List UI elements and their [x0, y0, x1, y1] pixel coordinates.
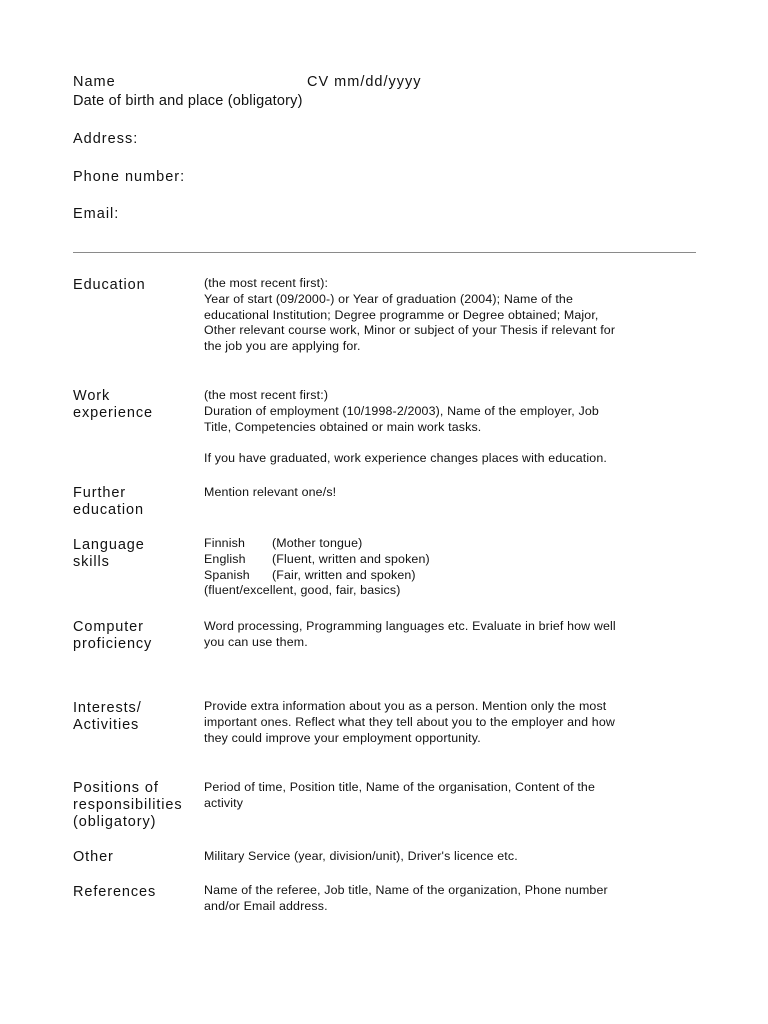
- label-line: Other: [73, 849, 114, 865]
- further-education-label: [73, 485, 201, 519]
- label-line: education: [73, 502, 144, 518]
- positions-label: [73, 780, 201, 831]
- language-level: (Fair, written and spoken): [272, 567, 416, 582]
- computer-proficiency-label: [73, 619, 201, 653]
- other-body: [204, 849, 700, 865]
- name-label: Name: [73, 74, 116, 90]
- language-name: Spanish: [204, 567, 250, 582]
- interests-label: [73, 700, 201, 734]
- language-level: (Fluent, written and spoken): [272, 551, 430, 566]
- body-line: Military Service (year, division/unit), Driver's licence etc.: [204, 849, 518, 863]
- label-line: Language: [73, 537, 145, 553]
- body-line: If you have graduated, work experience changes places with education.: [204, 451, 607, 465]
- language-row: [204, 536, 700, 552]
- label-line: Work: [73, 388, 111, 404]
- body-line: (the most recent first:): [204, 388, 329, 402]
- label-line: responsibilities: [73, 797, 183, 813]
- label-line: References: [73, 884, 157, 900]
- language-name: Finnish: [204, 536, 245, 550]
- label-line: proficiency: [73, 636, 153, 652]
- work-experience-note: [204, 451, 700, 467]
- body-line: they could improve your employment opportunity.: [204, 730, 481, 745]
- language-name: English: [204, 551, 246, 566]
- body-line: Year of start (09/2000-) or Year of graduation (2004); Name of the: [204, 291, 573, 306]
- language-skills-body: [204, 536, 700, 599]
- body-line: Name of the referee, Job title, Name of the organization, Phone number: [204, 883, 608, 897]
- body-line: activity: [204, 795, 244, 810]
- body-line: the job you are applying for.: [204, 339, 361, 354]
- references-label: [73, 884, 201, 901]
- language-row: [204, 552, 700, 568]
- language-level: (Mother tongue): [272, 536, 363, 550]
- further-education-body: [204, 485, 700, 501]
- phone-label: Phone number:: [73, 169, 186, 185]
- label-line: Interests/: [73, 700, 142, 716]
- body-line: Title, Competencies obtained or main work tasks.: [204, 419, 482, 434]
- education-body: [204, 276, 700, 355]
- label-line: Education: [73, 277, 146, 293]
- body-line: you can use them.: [204, 634, 308, 649]
- label-line: skills: [73, 554, 110, 570]
- computer-proficiency-body: [204, 619, 700, 651]
- body-line: Provide extra information about you as a person. Mention only the most: [204, 699, 607, 713]
- other-label: [73, 849, 201, 866]
- work-experience-body: [204, 388, 700, 435]
- language-scale: (fluent/excellent, good, fair, basics): [204, 583, 401, 598]
- label-line: Computer: [73, 619, 144, 635]
- positions-body: [204, 780, 700, 812]
- label-line: experience: [73, 405, 153, 421]
- education-label: [73, 277, 201, 294]
- header-divider: [73, 252, 696, 253]
- address-label: Address:: [73, 131, 139, 147]
- email-label: Email:: [73, 206, 120, 222]
- body-line: Word processing, Programming languages etc. Evaluate in brief how well: [204, 619, 616, 633]
- body-line: educational Institution; Degree programme or Degree obtained; Major,: [204, 307, 599, 322]
- references-body: [204, 883, 700, 915]
- label-line: Activities: [73, 717, 140, 733]
- label-line: Positions of: [73, 780, 159, 796]
- body-line: Duration of employment (10/1998-2/2003), Name of the employer, Job: [204, 403, 599, 418]
- interests-body: [204, 699, 700, 746]
- language-row: [204, 568, 700, 584]
- cv-date-label: CV mm/dd/yyyy: [307, 74, 422, 90]
- body-line: (the most recent first):: [204, 276, 329, 290]
- body-line: Period of time, Position title, Name of the organisation, Content of the: [204, 780, 595, 794]
- work-experience-label: [73, 388, 201, 422]
- label-line: Further: [73, 485, 127, 501]
- body-line: and/or Email address.: [204, 898, 328, 913]
- language-skills-label: [73, 537, 201, 571]
- dob-label: Date of birth and place (obligatory): [73, 93, 303, 109]
- body-line: Mention relevant one/s!: [204, 485, 337, 499]
- body-line: Other relevant course work, Minor or subject of your Thesis if relevant for: [204, 323, 616, 338]
- label-line: (obligatory): [73, 814, 157, 830]
- body-line: important ones. Reflect what they tell about you to the employer and how: [204, 714, 615, 729]
